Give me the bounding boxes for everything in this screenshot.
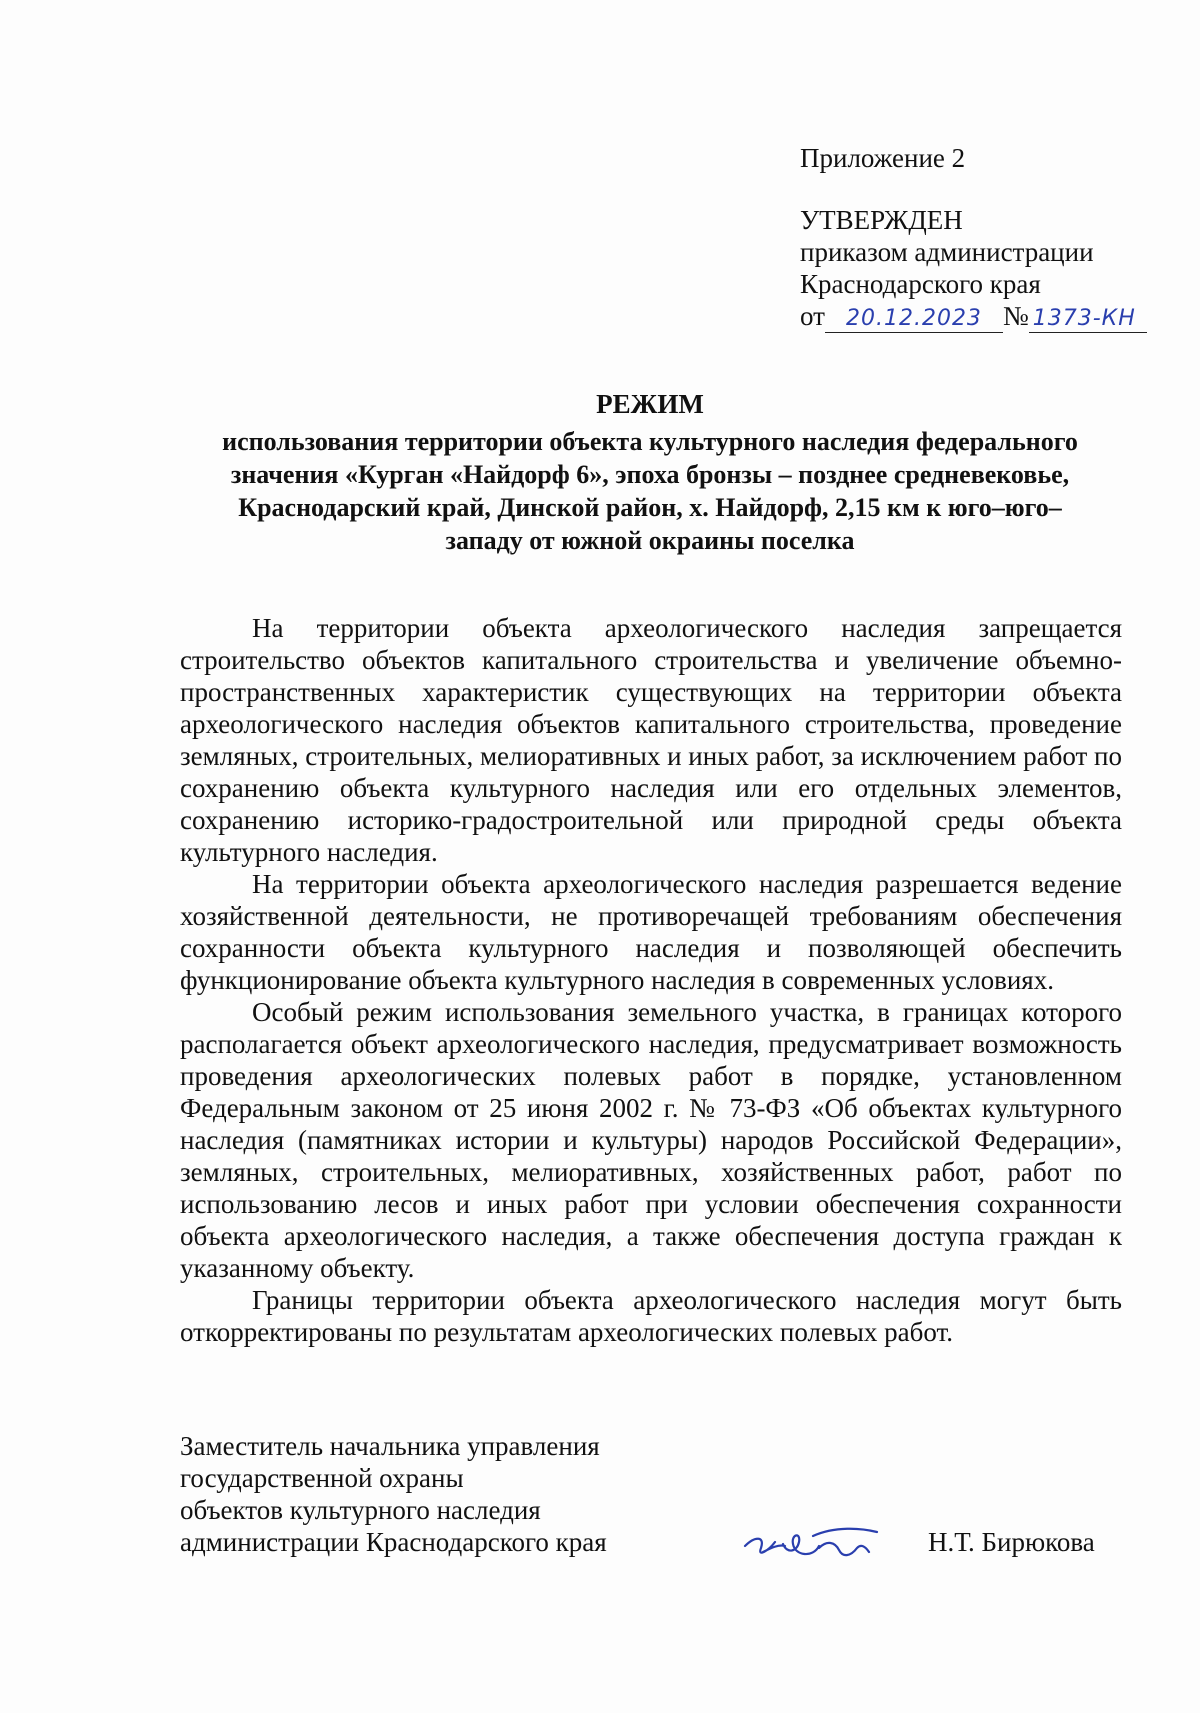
- paragraph-boundaries: Границы территории объекта археологического наследия могут быть откорректированы по результатам археологических полевых работ.: [180, 1285, 1122, 1347]
- date-prefix: от: [800, 301, 825, 331]
- order-issuer-line2: Краснодарского края: [800, 269, 1041, 299]
- signature-block: [180, 1430, 1140, 1558]
- order-date-number-line: [800, 300, 1160, 333]
- document-title: РЕЖИМ: [596, 389, 704, 419]
- signer-position-line2: государственной охраны: [180, 1463, 464, 1493]
- signer-position-line4: администрации Краснодарского края: [180, 1527, 607, 1557]
- number-prefix: №: [1002, 301, 1029, 331]
- order-issuer-line1: приказом администрации: [800, 237, 1094, 267]
- document-subtitle-line1: использования территории объекта культурного наследия федерального: [222, 427, 1078, 456]
- paragraph-permitted-activity: На территории объекта археологического наследия разрешается ведение хозяйственной деятельности, не противоречащей требованиям обеспечения сохранности объекта культурного наследия и позволяющей обеспечить функционирование объекта культурного наследия в современных условиях.: [180, 869, 1122, 995]
- signer-position-line3: объектов культурного наследия: [180, 1495, 541, 1525]
- approved-label: УТВЕРЖДЕН: [800, 205, 963, 235]
- paragraph-prohibitions: На территории объекта археологического наследия запрещается строительство объектов капитального строительства и увеличение объемно-пространственных характеристик существующих на территории объекта археологического наследия объектов капитального строительства, проведение земляных, строительных, мелиоративных и иных работ, за исключением работ по сохранению объекта культурного наследия или его отдельных элементов, сохранению историко-градостроительной или природной среды объекта культурного наследия.: [180, 613, 1122, 867]
- document-title-block: [170, 388, 1130, 557]
- handwritten-order-number: 1373-КН: [1029, 306, 1147, 333]
- approval-stamp-block: [800, 142, 1160, 333]
- handwritten-order-date: 20.12.2023: [825, 306, 1003, 333]
- paragraph-special-regime: Особый режим использования земельного участка, в границах которого располагается объект археологического наследия, предусматривает возможность проведения археологических полевых работ в порядке, установленном Федеральным законом от 25 июня 2002 г. № 73-ФЗ «Об объектах культурного наследия (памятниках истории и культуры) народов Российской Федерации», земляных, строительных, мелиоративных, хозяйственных работ, работ по использованию лесов и иных работ при условии обеспечения сохранности объекта археологического наследия, а также обеспечения доступа граждан к указанному объекту.: [180, 997, 1122, 1283]
- document-subtitle-line4: западу от южной окраины поселка: [445, 526, 855, 555]
- signer-position-line1: Заместитель начальника управления: [180, 1431, 600, 1461]
- document-subtitle-line3: Краснодарский край, Динской район, х. Найдорф, 2,15 км к юго–юго–: [238, 493, 1062, 522]
- document-subtitle-line2: значения «Курган «Найдорф 6», эпоха бронзы – позднее средневековье,: [230, 460, 1070, 489]
- annex-label: Приложение 2: [800, 143, 966, 173]
- handwritten-signature: [735, 1518, 885, 1568]
- document-body: [180, 612, 1122, 1348]
- signer-name: Н.Т. Бирюкова: [928, 1527, 1095, 1557]
